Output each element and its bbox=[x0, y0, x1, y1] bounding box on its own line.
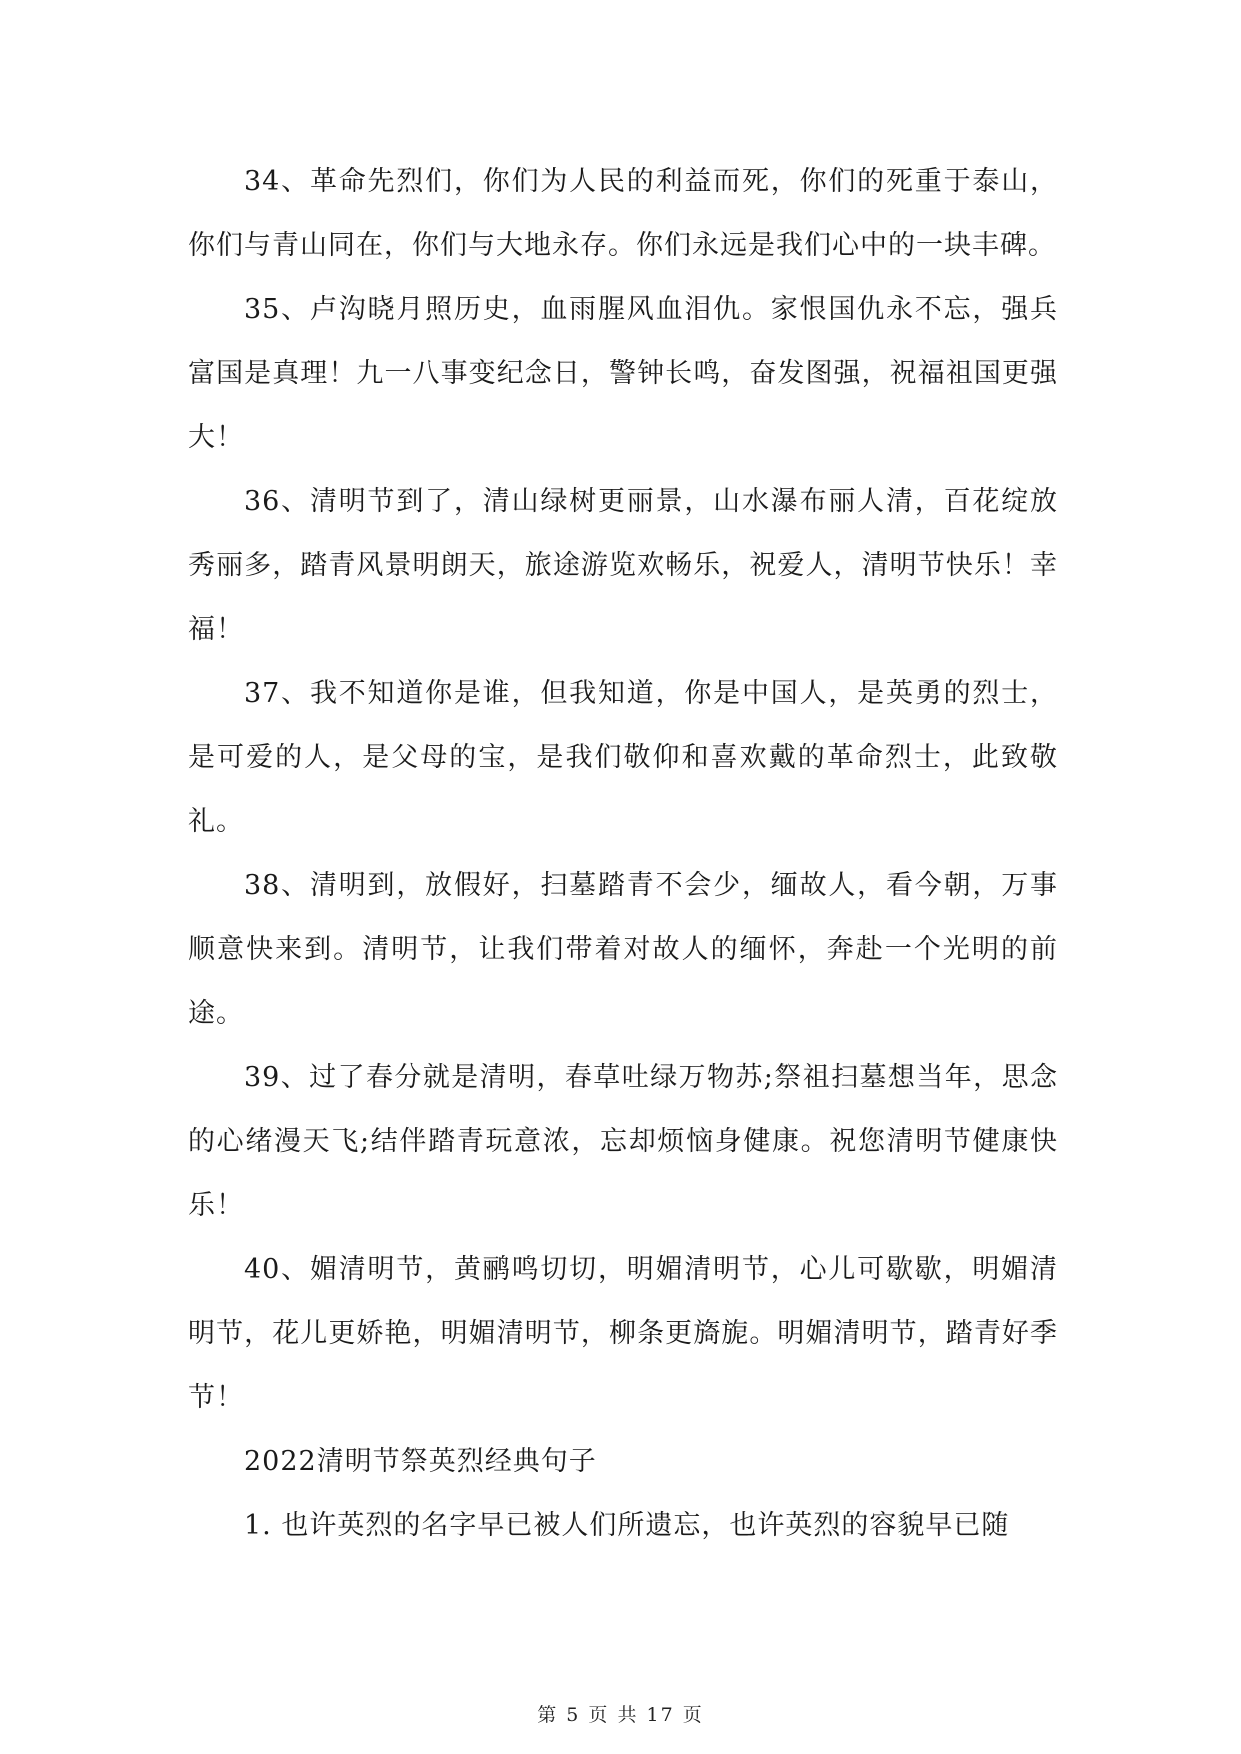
paragraph-39: 39、过了春分就是清明，春草吐绿万物苏;祭祖扫墓想当年，思念的心绪漫天飞;结伴踏青玩意浓，忘却烦恼身健康。祝您清明节健康快乐！ bbox=[188, 1062, 1058, 1221]
paragraph-37: 37、我不知道你是谁，但我知道，你是中国人，是英勇的烈士，是可爱的人，是父母的宝，是我们敬仰和喜欢戴的革命烈士，此致敬礼。 bbox=[188, 678, 1058, 837]
section-heading: 2022清明节祭英烈经典句子 bbox=[244, 1446, 597, 1477]
paragraph-36: 36、清明节到了，清山绿树更丽景，山水瀑布丽人清，百花绽放秀丽多，踏青风景明朗天，旅途游览欢畅乐，祝爱人，清明节快乐！幸福！ bbox=[188, 486, 1058, 645]
paragraph-38: 38、清明到，放假好，扫墓踏青不会少，缅故人，看今朝，万事顺意快来到。清明节，让我们带着对故人的缅怀，奔赴一个光明的前途。 bbox=[188, 870, 1058, 1029]
paragraph-35: 35、卢沟晓月照历史，血雨腥风血泪仇。家恨国仇永不忘，强兵富国是真理！九一八事变纪念日，警钟长鸣，奋发图强，祝福祖国更强大！ bbox=[188, 294, 1058, 453]
paragraph-34: 34、革命先烈们，你们为人民的利益而死，你们的死重于泰山，你们与青山同在，你们与大地永存。你们永远是我们心中的一块丰碑。 bbox=[188, 166, 1058, 261]
page-footer: 第 5 页 共 17 页 bbox=[537, 1704, 704, 1726]
paragraph-1: 1. 也许英烈的名字早已被人们所遗忘，也许英烈的容貌早已随 bbox=[244, 1510, 1010, 1541]
paragraph-40: 40、媚清明节，黄鹂鸣切切，明媚清明节，心儿可歇歇，明媚清明节，花儿更娇艳，明媚清明节，柳条更旖旎。明媚清明节，踏青好季节！ bbox=[188, 1254, 1058, 1413]
page-content bbox=[188, 150, 1058, 1558]
